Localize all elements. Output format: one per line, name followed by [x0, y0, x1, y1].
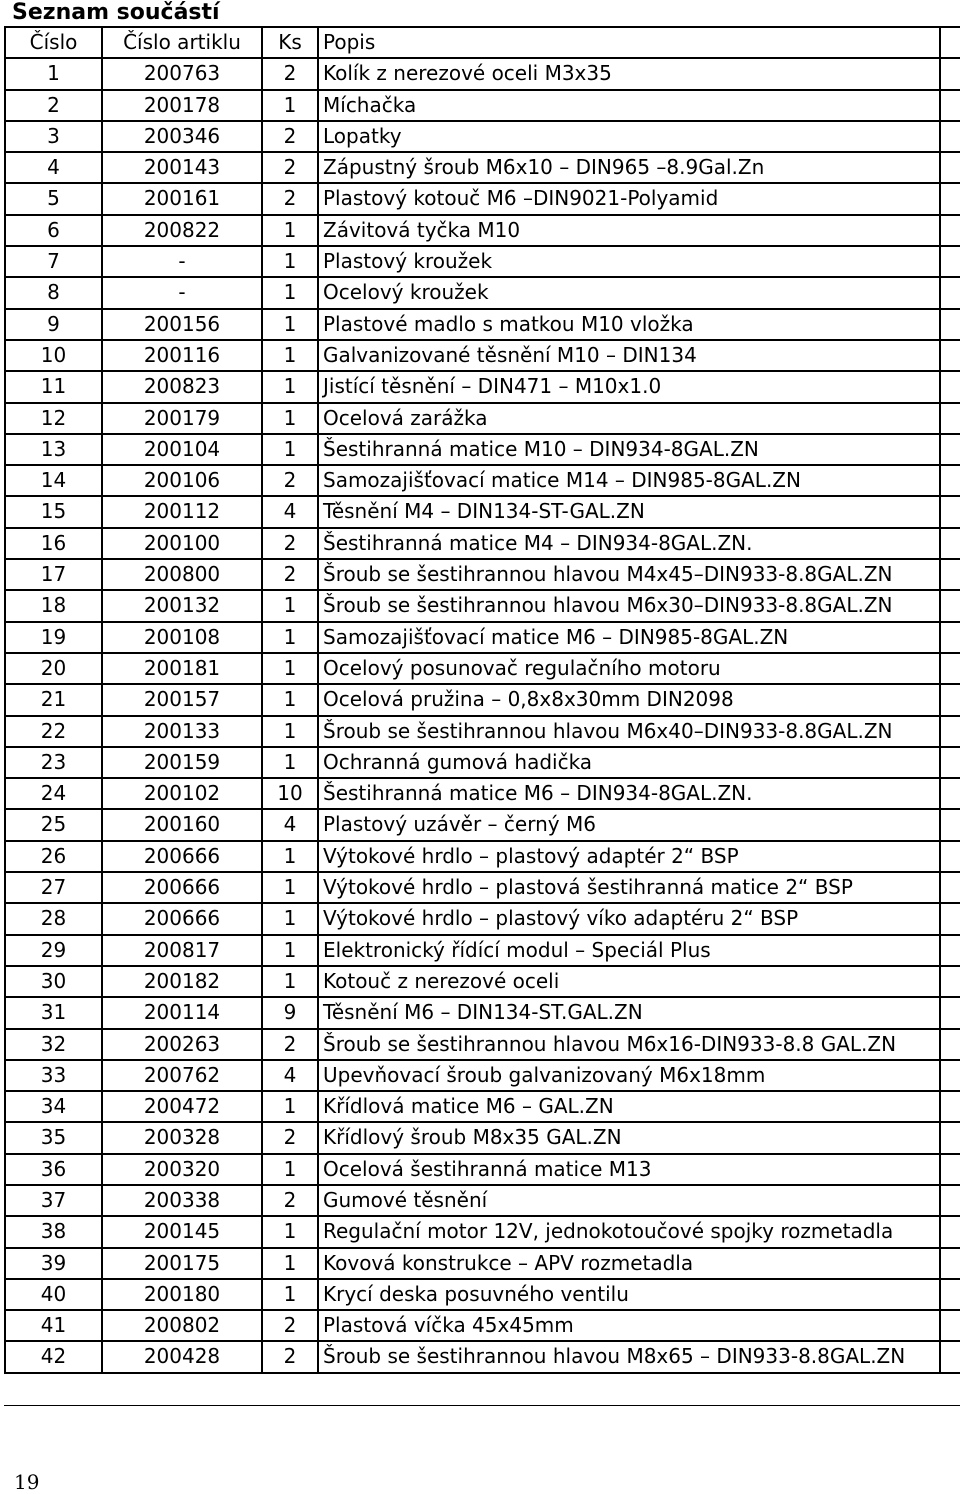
cell-cislo: 36 [5, 1154, 102, 1185]
cell-popis: Regulační motor 12V, jednokotoučové spojky rozmetadla [318, 1216, 940, 1247]
empty-cell [940, 246, 960, 277]
cell-cislo: 7 [5, 246, 102, 277]
cell-ks: 1 [262, 966, 318, 997]
page-title: Seznam součástí [12, 0, 220, 25]
table-row [5, 1091, 960, 1122]
empty-cell [940, 1122, 960, 1153]
empty-cell [940, 434, 960, 465]
table-row [5, 1341, 960, 1372]
cell-cislo-artiklu: 200132 [102, 590, 262, 621]
header-empty-cell [940, 27, 960, 58]
table-row [5, 1029, 960, 1060]
cell-cislo: 14 [5, 465, 102, 496]
cell-popis: Těsnění M6 – DIN134-ST.GAL.ZN [318, 997, 940, 1028]
cell-cislo-artiklu: 200428 [102, 1341, 262, 1372]
cell-cislo-artiklu: 200114 [102, 997, 262, 1028]
table-row [5, 997, 960, 1028]
cell-cislo-artiklu: 200328 [102, 1122, 262, 1153]
cell-cislo: 16 [5, 528, 102, 559]
cell-ks: 1 [262, 1248, 318, 1279]
table-row [5, 1122, 960, 1153]
cell-cislo: 39 [5, 1248, 102, 1279]
cell-cislo-artiklu: 200178 [102, 90, 262, 121]
cell-ks: 1 [262, 747, 318, 778]
cell-cislo: 12 [5, 403, 102, 434]
cell-cislo: 24 [5, 778, 102, 809]
cell-cislo: 8 [5, 277, 102, 308]
cell-cislo-artiklu: 200666 [102, 872, 262, 903]
empty-cell [940, 340, 960, 371]
cell-ks: 1 [262, 590, 318, 621]
cell-cislo-artiklu: 200159 [102, 747, 262, 778]
cell-popis: Ocelový kroužek [318, 277, 940, 308]
empty-cell [940, 747, 960, 778]
empty-cell [940, 622, 960, 653]
table-row [5, 340, 960, 371]
empty-cell [940, 1248, 960, 1279]
cell-ks: 1 [262, 340, 318, 371]
table-row [5, 1279, 960, 1310]
cell-ks: 1 [262, 90, 318, 121]
cell-popis: Zápustný šroub M6x10 – DIN965 –8.9Gal.Zn [318, 152, 940, 183]
cell-popis: Elektronický řídící modul – Speciál Plus [318, 935, 940, 966]
cell-cislo: 37 [5, 1185, 102, 1216]
cell-ks: 1 [262, 434, 318, 465]
table-row [5, 1310, 960, 1341]
empty-cell [940, 872, 960, 903]
cell-cislo: 2 [5, 90, 102, 121]
page-number: 19 [14, 1470, 40, 1494]
cell-popis: Výtokové hrdlo – plastový víko adaptéru 2“ BSP [318, 903, 940, 934]
empty-cell [940, 1060, 960, 1091]
cell-popis: Plastová víčka 45x45mm [318, 1310, 940, 1341]
cell-popis: Upevňovací šroub galvanizovaný M6x18mm [318, 1060, 940, 1091]
table-row [5, 183, 960, 214]
cell-cislo: 6 [5, 215, 102, 246]
cell-cislo-artiklu: 200156 [102, 309, 262, 340]
empty-cell [940, 465, 960, 496]
table-row [5, 528, 960, 559]
cell-popis: Výtokové hrdlo – plastový adaptér 2“ BSP [318, 841, 940, 872]
empty-cell [940, 90, 960, 121]
table-row [5, 465, 960, 496]
cell-cislo: 5 [5, 183, 102, 214]
table-row [5, 903, 960, 934]
empty-cell [940, 966, 960, 997]
cell-cislo-artiklu: 200100 [102, 528, 262, 559]
cell-popis: Šroub se šestihrannou hlavou M6x40–DIN933-8.8GAL.ZN [318, 716, 940, 747]
cell-cislo-artiklu: 200263 [102, 1029, 262, 1060]
table-row [5, 58, 960, 89]
header-cislo-artiklu: Číslo artiklu [102, 27, 262, 58]
cell-cislo: 35 [5, 1122, 102, 1153]
cell-cislo-artiklu: 200180 [102, 1279, 262, 1310]
empty-cell [940, 403, 960, 434]
table-row [5, 309, 960, 340]
cell-ks: 2 [262, 1310, 318, 1341]
cell-cislo: 38 [5, 1216, 102, 1247]
cell-cislo: 27 [5, 872, 102, 903]
cell-cislo: 26 [5, 841, 102, 872]
table-row [5, 1248, 960, 1279]
cell-cislo: 22 [5, 716, 102, 747]
table-row [5, 1185, 960, 1216]
empty-cell [940, 58, 960, 89]
cell-ks: 1 [262, 403, 318, 434]
empty-cell [940, 1341, 960, 1372]
cell-popis: Šroub se šestihrannou hlavou M8x65 – DIN933-8.8GAL.ZN [318, 1341, 940, 1372]
empty-cell [940, 997, 960, 1028]
cell-cislo-artiklu: - [102, 277, 262, 308]
cell-cislo: 32 [5, 1029, 102, 1060]
table-header-row [5, 27, 960, 58]
table-row [5, 90, 960, 121]
cell-cislo-artiklu: 200181 [102, 653, 262, 684]
empty-cell [940, 809, 960, 840]
empty-cell [940, 183, 960, 214]
header-ks: Ks [262, 27, 318, 58]
cell-cislo-artiklu: 200822 [102, 215, 262, 246]
table-row [5, 1060, 960, 1091]
empty-cell [940, 590, 960, 621]
cell-cislo: 34 [5, 1091, 102, 1122]
cell-ks: 4 [262, 1060, 318, 1091]
cell-ks: 2 [262, 1185, 318, 1216]
cell-ks: 1 [262, 1216, 318, 1247]
cell-popis: Galvanizované těsnění M10 – DIN134 [318, 340, 940, 371]
cell-cislo-artiklu: 200102 [102, 778, 262, 809]
cell-popis: Kotouč z nerezové oceli [318, 966, 940, 997]
cell-cislo-artiklu: 200666 [102, 841, 262, 872]
cell-cislo: 33 [5, 1060, 102, 1091]
cell-cislo-artiklu: 200666 [102, 903, 262, 934]
cell-cislo-artiklu: 200108 [102, 622, 262, 653]
cell-ks: 1 [262, 935, 318, 966]
parts-table [4, 26, 960, 1374]
cell-ks: 1 [262, 1279, 318, 1310]
cell-cislo-artiklu: 200160 [102, 809, 262, 840]
cell-cislo: 21 [5, 684, 102, 715]
cell-cislo: 13 [5, 434, 102, 465]
cell-cislo: 23 [5, 747, 102, 778]
cell-ks: 1 [262, 903, 318, 934]
cell-ks: 2 [262, 528, 318, 559]
cell-popis: Plastové madlo s matkou M10 vložka [318, 309, 940, 340]
empty-cell [940, 841, 960, 872]
empty-cell [940, 215, 960, 246]
empty-cell [940, 528, 960, 559]
empty-cell [940, 1185, 960, 1216]
table-row [5, 841, 960, 872]
cell-popis: Výtokové hrdlo – plastová šestihranná matice 2“ BSP [318, 872, 940, 903]
cell-popis: Samozajišťovací matice M14 – DIN985-8GAL.ZN [318, 465, 940, 496]
cell-cislo-artiklu: - [102, 246, 262, 277]
table-row [5, 496, 960, 527]
cell-popis: Plastový uzávěr – černý M6 [318, 809, 940, 840]
empty-cell [940, 716, 960, 747]
cell-popis: Křídlový šroub M8x35 GAL.ZN [318, 1122, 940, 1153]
empty-cell [940, 1310, 960, 1341]
cell-popis: Ocelová pružina – 0,8x8x30mm DIN2098 [318, 684, 940, 715]
cell-cislo-artiklu: 200817 [102, 935, 262, 966]
table-row [5, 716, 960, 747]
table-row [5, 121, 960, 152]
cell-popis: Gumové těsnění [318, 1185, 940, 1216]
cell-cislo-artiklu: 200472 [102, 1091, 262, 1122]
header-popis: Popis [318, 27, 940, 58]
table-row [5, 434, 960, 465]
parts-table-body [5, 27, 960, 1373]
table-row [5, 935, 960, 966]
cell-cislo: 9 [5, 309, 102, 340]
table-row [5, 1216, 960, 1247]
cell-cislo-artiklu: 200157 [102, 684, 262, 715]
cell-popis: Samozajišťovací matice M6 – DIN985-8GAL.ZN [318, 622, 940, 653]
empty-cell [940, 778, 960, 809]
cell-ks: 1 [262, 246, 318, 277]
table-row [5, 622, 960, 653]
table-row [5, 215, 960, 246]
table-row [5, 966, 960, 997]
table-row [5, 246, 960, 277]
empty-cell [940, 1279, 960, 1310]
cell-cislo-artiklu: 200175 [102, 1248, 262, 1279]
cell-cislo: 42 [5, 1341, 102, 1372]
cell-popis: Ocelový posunovač regulačního motoru [318, 653, 940, 684]
footer-divider [4, 1405, 960, 1406]
cell-ks: 1 [262, 1154, 318, 1185]
cell-ks: 1 [262, 841, 318, 872]
table-row [5, 277, 960, 308]
cell-ks: 2 [262, 1029, 318, 1060]
cell-cislo: 31 [5, 997, 102, 1028]
empty-cell [940, 121, 960, 152]
cell-cislo-artiklu: 200161 [102, 183, 262, 214]
empty-cell [940, 309, 960, 340]
cell-popis: Šroub se šestihrannou hlavou M6x30–DIN933-8.8GAL.ZN [318, 590, 940, 621]
cell-ks: 1 [262, 277, 318, 308]
cell-cislo-artiklu: 200116 [102, 340, 262, 371]
cell-popis: Ochranná gumová hadička [318, 747, 940, 778]
cell-popis: Závitová tyčka M10 [318, 215, 940, 246]
header-cislo: Číslo [5, 27, 102, 58]
cell-popis: Lopatky [318, 121, 940, 152]
cell-cislo-artiklu: 200338 [102, 1185, 262, 1216]
empty-cell [940, 277, 960, 308]
table-row [5, 653, 960, 684]
table-row [5, 590, 960, 621]
cell-cislo: 18 [5, 590, 102, 621]
cell-ks: 4 [262, 809, 318, 840]
table-row [5, 559, 960, 590]
cell-popis: Šroub se šestihrannou hlavou M6x16-DIN933-8.8 GAL.ZN [318, 1029, 940, 1060]
empty-cell [940, 559, 960, 590]
cell-cislo-artiklu: 200762 [102, 1060, 262, 1091]
cell-ks: 2 [262, 1122, 318, 1153]
table-row [5, 371, 960, 402]
empty-cell [940, 903, 960, 934]
cell-cislo: 40 [5, 1279, 102, 1310]
cell-ks: 1 [262, 684, 318, 715]
cell-cislo-artiklu: 200320 [102, 1154, 262, 1185]
cell-ks: 2 [262, 152, 318, 183]
cell-cislo-artiklu: 200802 [102, 1310, 262, 1341]
cell-cislo: 3 [5, 121, 102, 152]
cell-cislo-artiklu: 200179 [102, 403, 262, 434]
empty-cell [940, 684, 960, 715]
cell-popis: Ocelová šestihranná matice M13 [318, 1154, 940, 1185]
cell-ks: 1 [262, 872, 318, 903]
cell-cislo: 1 [5, 58, 102, 89]
table-row [5, 684, 960, 715]
cell-cislo-artiklu: 200143 [102, 152, 262, 183]
cell-cislo: 4 [5, 152, 102, 183]
cell-cislo: 11 [5, 371, 102, 402]
cell-cislo-artiklu: 200112 [102, 496, 262, 527]
empty-cell [940, 1029, 960, 1060]
cell-cislo-artiklu: 200104 [102, 434, 262, 465]
cell-cislo: 41 [5, 1310, 102, 1341]
empty-cell [940, 653, 960, 684]
table-row [5, 403, 960, 434]
cell-ks: 2 [262, 559, 318, 590]
cell-cislo: 29 [5, 935, 102, 966]
empty-cell [940, 1091, 960, 1122]
cell-cislo-artiklu: 200182 [102, 966, 262, 997]
cell-popis: Plastový kotouč M6 –DIN9021-Polyamid [318, 183, 940, 214]
cell-ks: 4 [262, 496, 318, 527]
cell-cislo-artiklu: 200763 [102, 58, 262, 89]
cell-popis: Kolík z nerezové oceli M3x35 [318, 58, 940, 89]
cell-popis: Šestihranná matice M6 – DIN934-8GAL.ZN. [318, 778, 940, 809]
cell-ks: 2 [262, 1341, 318, 1372]
cell-ks: 1 [262, 716, 318, 747]
cell-cislo: 28 [5, 903, 102, 934]
cell-cislo: 30 [5, 966, 102, 997]
cell-popis: Krycí deska posuvného ventilu [318, 1279, 940, 1310]
cell-popis: Těsnění M4 – DIN134-ST-GAL.ZN [318, 496, 940, 527]
cell-ks: 1 [262, 653, 318, 684]
cell-ks: 2 [262, 183, 318, 214]
cell-popis: Šroub se šestihrannou hlavou M4x45–DIN933-8.8GAL.ZN [318, 559, 940, 590]
empty-cell [940, 152, 960, 183]
empty-cell [940, 935, 960, 966]
cell-ks: 1 [262, 215, 318, 246]
table-row [5, 152, 960, 183]
table-row [5, 872, 960, 903]
table-row [5, 809, 960, 840]
cell-cislo: 10 [5, 340, 102, 371]
cell-cislo-artiklu: 200823 [102, 371, 262, 402]
cell-ks: 9 [262, 997, 318, 1028]
cell-popis: Míchačka [318, 90, 940, 121]
cell-cislo-artiklu: 200106 [102, 465, 262, 496]
cell-ks: 10 [262, 778, 318, 809]
cell-ks: 1 [262, 1091, 318, 1122]
cell-popis: Šestihranná matice M4 – DIN934-8GAL.ZN. [318, 528, 940, 559]
empty-cell [940, 1154, 960, 1185]
cell-ks: 2 [262, 465, 318, 496]
cell-popis: Plastový kroužek [318, 246, 940, 277]
cell-cislo-artiklu: 200800 [102, 559, 262, 590]
cell-cislo-artiklu: 200145 [102, 1216, 262, 1247]
cell-popis: Křídlová matice M6 – GAL.ZN [318, 1091, 940, 1122]
cell-ks: 1 [262, 371, 318, 402]
cell-cislo-artiklu: 200346 [102, 121, 262, 152]
cell-ks: 2 [262, 121, 318, 152]
cell-popis: Jistící těsnění – DIN471 – M10x1.0 [318, 371, 940, 402]
cell-ks: 1 [262, 309, 318, 340]
cell-cislo-artiklu: 200133 [102, 716, 262, 747]
cell-cislo: 19 [5, 622, 102, 653]
cell-ks: 2 [262, 58, 318, 89]
cell-cislo: 25 [5, 809, 102, 840]
empty-cell [940, 496, 960, 527]
cell-popis: Šestihranná matice M10 – DIN934-8GAL.ZN [318, 434, 940, 465]
cell-cislo: 20 [5, 653, 102, 684]
cell-cislo: 15 [5, 496, 102, 527]
cell-cislo: 17 [5, 559, 102, 590]
table-row [5, 1154, 960, 1185]
table-row [5, 747, 960, 778]
cell-popis: Kovová konstrukce – APV rozmetadla [318, 1248, 940, 1279]
cell-ks: 1 [262, 622, 318, 653]
empty-cell [940, 1216, 960, 1247]
table-row [5, 778, 960, 809]
empty-cell [940, 371, 960, 402]
cell-popis: Ocelová zarážka [318, 403, 940, 434]
